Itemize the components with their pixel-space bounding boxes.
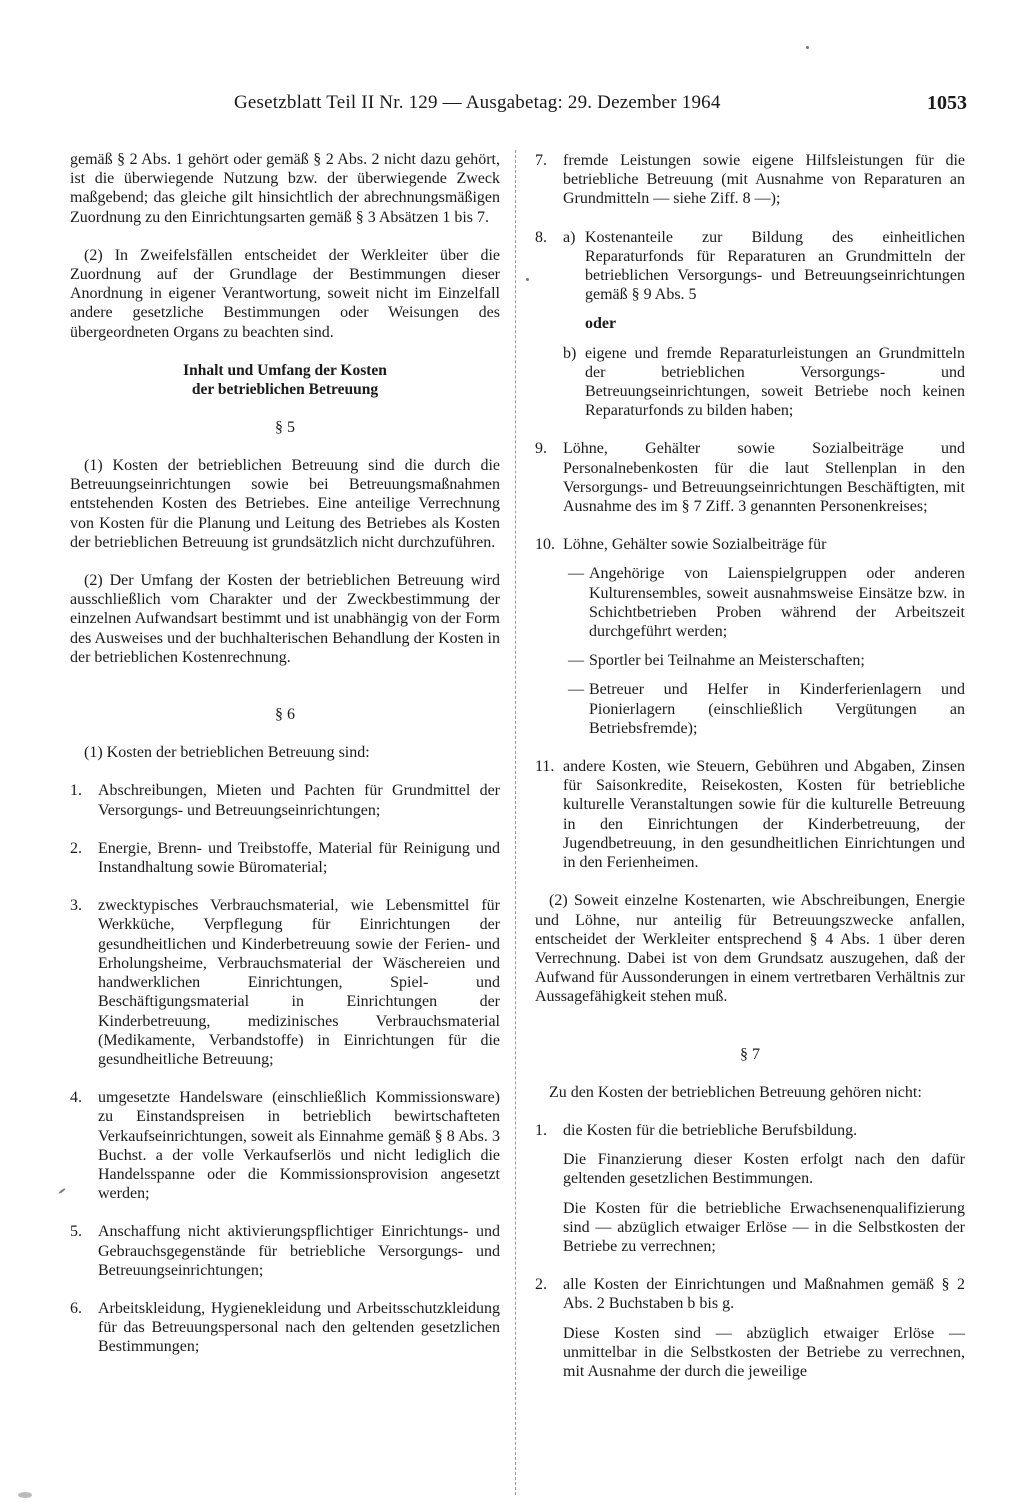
section-7-intro: Zu den Kosten der betrieblichen Betreuung gehören nicht: <box>549 1083 922 1101</box>
page-header <box>0 86 1024 122</box>
list-item-body <box>563 535 965 738</box>
list-text: Anschaffung nicht aktivierungspflichtiger Einrichtungs- und Gebrauchsgegenstände für betriebliche Versorgungs- und Betreuungseinrichtungen; <box>98 1223 500 1279</box>
dash-marker: — <box>568 565 584 583</box>
section-heading-line-1: Inhalt und Umfang der Kosten <box>183 361 387 379</box>
section-7-title: § 7 <box>740 1045 760 1063</box>
list-item <box>535 228 965 421</box>
sub-item-label: a) <box>563 228 576 246</box>
list-text: alle Kosten der Einrichtungen und Maßnahmen gemäß § 2 Abs. 2 Buchstaben b bis g. <box>563 1276 965 1313</box>
right-column <box>535 151 965 1381</box>
list-paragraph: Die Kosten für die betriebliche Erwachsenenqualifizierung sind — abzüglich etwaiger Erlöse — in die Selbstkosten der Betriebe zu verrechnen; <box>563 1199 965 1255</box>
dash-marker: — <box>568 681 584 699</box>
scan-speck <box>58 1188 66 1194</box>
list-number: 5. <box>70 1223 82 1241</box>
left-column <box>70 150 500 1357</box>
paragraph-2: (2) In Zweifelsfällen entscheidet der Werkleiter über die Zuordnung auf der Grundlage der Bestimmungen dieser Anordnung in eigener Verantwortung, soweit nicht im Einzelfall andere gesetzliche Bestimmungen oder Weisungen des übergeordneten Organs zu beachten sind. <box>70 246 500 341</box>
list-number: 2. <box>70 839 82 857</box>
list-number: 10. <box>535 536 555 554</box>
list-number: 1. <box>535 1121 547 1139</box>
list-item <box>70 781 500 819</box>
dash-item-text: Betreuer und Helfer in Kinderferienlagern und Pionierlagern (einschließlich Vergütungen an Betriebsfremde); <box>589 681 965 737</box>
list-text: fremde Leistungen sowie eigene Hilfsleistungen für die betriebliche Betreuung (mit Ausnahme von Reparaturen an Grundmitteln — siehe Ziff. 8 —); <box>563 152 965 208</box>
list-item <box>70 1222 500 1280</box>
list-item <box>535 757 965 872</box>
sub-item-label: b) <box>563 344 577 362</box>
dash-item <box>563 564 965 641</box>
list-text: Arbeitskleidung, Hygienekleidung und Arbeitsschutzkleidung für das Betreuungspersonal nach den geltenden gesetzlichen Bestimmungen; <box>98 1299 500 1356</box>
list-number: 1. <box>70 782 82 800</box>
dash-marker: — <box>568 652 584 670</box>
oder-connector: oder <box>585 315 617 333</box>
list-number: 2. <box>535 1276 547 1294</box>
list-item <box>535 151 965 209</box>
list-item-body <box>563 1121 965 1256</box>
list-number: 4. <box>70 1089 82 1107</box>
list-item-body <box>563 228 965 421</box>
list-text: Energie, Brenn- und Treibstoffe, Material für Reinigung und Instandhaltung sowie Büromaterial; <box>98 839 500 877</box>
sub-item-text: eigene und fremde Reparaturleistungen an Grundmitteln der betrieblichen Versorgungs- und Betreuungseinrichtungen, soweit Betriebe noch keinen Reparaturfonds zu bilden haben; <box>585 344 965 420</box>
list-item <box>535 535 965 738</box>
list-text: die Kosten für die betriebliche Berufsbildung. <box>563 1121 858 1139</box>
dash-item <box>563 680 965 738</box>
list-number: 6. <box>70 1299 82 1317</box>
list-text: Löhne, Gehälter sowie Sozialbeiträge und Personalnebenkosten für die laut Stellenplan in den Versorgungs- und Betreuungseinrichtungen Beschäftigten, mit Ausnahme des im § 7 Ziff. 3 genannten Personenkreises; <box>563 440 965 516</box>
list-text: Löhne, Gehälter sowie Sozialbeiträge für <box>563 536 827 554</box>
scan-speck <box>18 1492 32 1498</box>
section-6-paragraph-1: (1) Kosten der betrieblichen Betreuung sind: <box>84 744 370 762</box>
list-item <box>535 439 965 516</box>
sub-item-text: Kostenanteile zur Bildung des einheitlichen Reparaturfonds für Reparaturen an Grundmitteln der betrieblichen Versorgungs- und Betreuungseinrichtungen gemäß § 9 Abs. 5 <box>585 228 965 304</box>
scan-speck <box>806 46 809 49</box>
list-item <box>535 1275 965 1381</box>
list-text: andere Kosten, wie Steuern, Gebühren und Abgaben, Zinsen für Saisonkredite, Reisekosten, Kosten für betriebliche kulturelle Veranstaltungen sowie für die kulturelle Betreuung in den Einrichtungen der Kinderbetreuung, der Jugendbetreuung, in den gesundheitlichen Einrichtungen und in den Ferienheimen. <box>563 758 965 872</box>
section-6-paragraph-2: (2) Soweit einzelne Kostenarten, wie Abschreibungen, Energie und Löhne, nur anteilig für Betreuungszwecke anfallen, entscheidet der Werkleiter entsprechend § 4 Abs. 1 über deren Verrechnung. Dabei ist von dem Grundsatz auszugehen, daß der Aufwand für Aussonderungen in einem vertretbaren Verhältnis zur Aussagefähigkeit stehen muß. <box>535 892 965 1006</box>
list-text: zwecktypisches Verbrauchsmaterial, wie Lebensmittel für Werkküche, Verpflegung für Einrichtungen der gesundheitlichen und Kinderbetreuung sowie der Ferien- und Erholungsheime, Verbrauchsmaterial der Wäschereien und handwerklichen Einrichtungen, Spiel- und Beschäftigungsmaterial in Einrichtungen der Kinderbetreuung, medizinisches Verbrauchsmaterial (Medikamente, Verbandstoffe) in Einrichtungen für die gesundheitliche Betreuung; <box>98 897 500 1068</box>
list-paragraph: Diese Kosten sind — abzüglich etwaiger Erlöse — unmittelbar in die Selbstkosten der Betriebe zu verrechnen, mit Ausnahme der durch die jeweilige <box>563 1324 965 1380</box>
dash-item <box>563 651 965 670</box>
paragraph-intro: gemäß § 2 Abs. 1 gehört oder gemäß § 2 Abs. 2 nicht dazu gehört, ist die überwiegende Nutzung bzw. der überwiegende Zweck maßgebend; das gleiche gilt hinsichtlich der abrechnungsmäßigen Zuordnung zu den Einrichtungsarten gemäß § 3 Absätzen 1 bis 7. <box>70 151 500 226</box>
list-item <box>70 1088 500 1203</box>
sub-item-b <box>563 344 965 421</box>
list-paragraph: Die Finanzierung dieser Kosten erfolgt nach den dafür geltenden gesetzlichen Bestimmungen. <box>563 1151 965 1188</box>
list-number: 11. <box>535 758 555 776</box>
list-item <box>70 839 500 877</box>
section-heading-line-2: der betrieblichen Betreuung <box>191 380 379 398</box>
section-heading <box>70 361 500 399</box>
dash-item-text: Angehörige von Laienspielgruppen oder anderen Kulturensembles, soweit ausnahmsweise Einsätze bzw. in Schichtbetrieben Proben während der Arbeitszeit durchgeführt werden; <box>589 565 965 641</box>
section-5-paragraph-1: (1) Kosten der betrieblichen Betreuung sind die durch die Betreuungseinrichtungen sowie bei Betreuungsmaßnahmen entstehenden Kosten des Betriebes. Eine anteilige Verrechnung von Kosten für die Planung und Leitung des Betriebes als Kosten der betrieblichen Betreuung ist grundsätzlich nicht durchzuführen. <box>70 457 500 551</box>
list-item-body <box>563 1275 965 1381</box>
list-item <box>70 1299 500 1357</box>
sub-item-a <box>563 228 965 305</box>
list-text: Abschreibungen, Mieten und Pachten für Grundmittel der Versorgungs- und Betreuungseinrichtungen; <box>98 782 500 819</box>
scan-speck <box>526 278 529 281</box>
section-5-paragraph-2: (2) Der Umfang der Kosten der betrieblichen Betreuung wird ausschließlich vom Charakter und der Zweckbestimmung der einzelnen Aufwandsart bestimmt und ist unabhängig von der Form des Ausweises und der buchhalterischen Behandlung der Kosten in der betrieblichen Kostenrechnung. <box>70 572 500 666</box>
section-6-title: § 6 <box>275 706 295 724</box>
list-number: 7. <box>535 152 547 169</box>
list-text: umgesetzte Handelsware (einschließlich Kommissionsware) zu Einstandspreisen in betrieblich bewirtschafteten Verkaufseinrichtungen, soweit als Einnahme gemäß § 8 Abs. 3 Buchst. a der volle Verkaufserlös und nicht lediglich die Handelsspanne oder die Kommissionsprovision angesetzt werden; <box>98 1089 500 1203</box>
list-number: 9. <box>535 440 547 458</box>
page-number: 1053 <box>927 92 967 114</box>
column-divider <box>515 150 516 1495</box>
list-number: 8. <box>535 228 547 246</box>
list-item <box>535 1121 965 1256</box>
header-text: Gesetzblatt Teil II Nr. 129 — Ausgabetag: 29. Dezember 1964 <box>234 92 721 113</box>
dash-item-text: Sportler bei Teilnahme an Meisterschaften; <box>589 652 865 670</box>
list-item <box>70 896 500 1069</box>
list-number: 3. <box>70 897 82 915</box>
section-5-title: § 5 <box>275 418 295 436</box>
